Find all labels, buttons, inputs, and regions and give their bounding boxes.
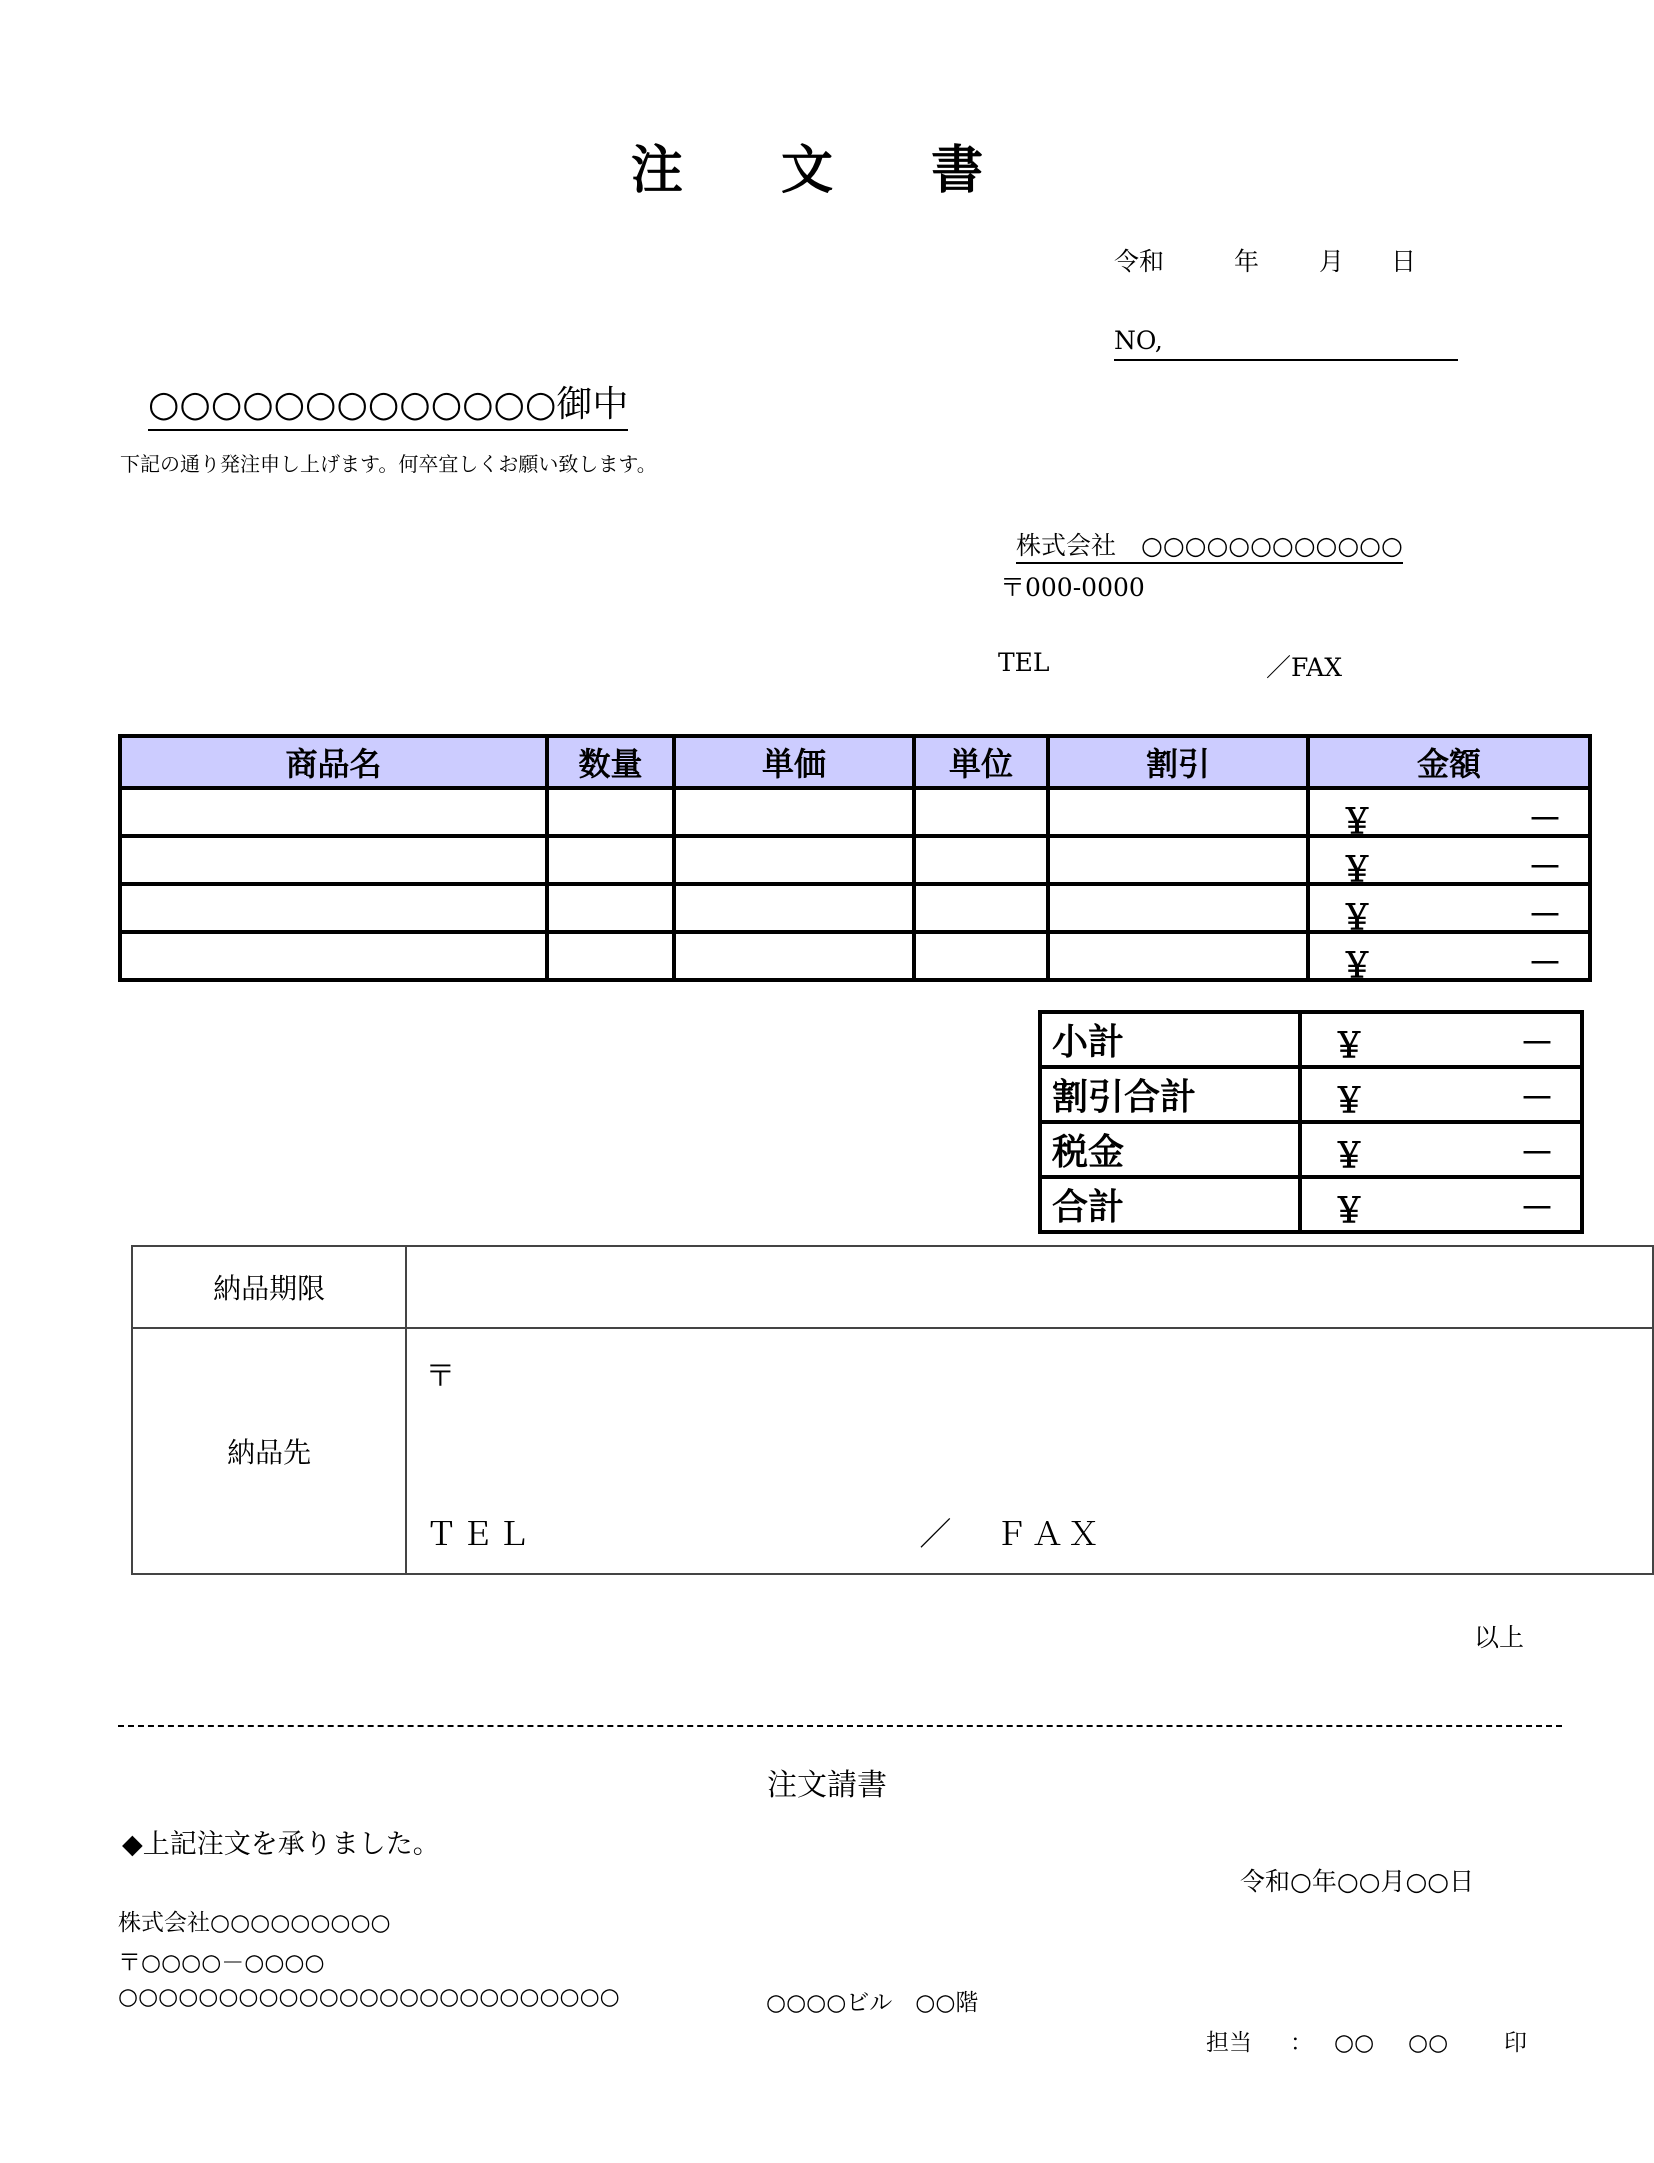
amount-dash: － (1528, 848, 1562, 888)
discount-cell[interactable] (1048, 788, 1308, 836)
sender-tel-label: TEL (998, 648, 1050, 677)
table-row (120, 788, 1590, 836)
header-unit: 単位 (914, 736, 1048, 788)
subtotal-amount (1300, 1012, 1582, 1067)
intro-text: 下記の通り発注申し上げます。何卒宜しくお願い致します。 (120, 452, 657, 476)
summary-row (1040, 1122, 1582, 1177)
date-month: 月 (1319, 247, 1345, 276)
recipient-name: ○○○○○○○○○○○○○御中 (148, 376, 628, 431)
unit-cell[interactable] (914, 836, 1048, 884)
qty-cell[interactable] (547, 836, 674, 884)
date-era: 令和 (1114, 247, 1165, 276)
acceptor-company: 株式会社○○○○○○○○○ (118, 1910, 391, 1936)
acceptance-statement: ◆上記注文を承りました。 (122, 1829, 440, 1860)
discount-total-amount (1300, 1067, 1582, 1122)
qty-cell[interactable] (547, 932, 674, 980)
yen-symbol: ￥ (1332, 1026, 1366, 1066)
yen-symbol: ￥ (1340, 946, 1374, 986)
yen-symbol: ￥ (1332, 1136, 1366, 1176)
yen-symbol: ￥ (1332, 1191, 1366, 1231)
staff-label: 担当 (1206, 2030, 1252, 2056)
table-row (120, 884, 1590, 932)
destination-row (132, 1328, 1653, 1574)
header-product: 商品名 (120, 736, 547, 788)
product-cell[interactable] (120, 788, 547, 836)
acceptor-staff (1206, 2024, 1527, 2057)
seal-mark: 印 (1504, 2030, 1527, 2056)
yen-symbol: ￥ (1340, 802, 1374, 842)
summary-table (1038, 1010, 1584, 1234)
cut-line-divider (118, 1725, 1562, 1727)
amount-cell (1308, 788, 1590, 842)
date-year: 年 (1234, 247, 1260, 276)
deadline-value[interactable] (406, 1246, 1653, 1328)
unit-price-cell[interactable] (674, 884, 914, 932)
summary-row (1040, 1067, 1582, 1122)
sender-company: 株式会社 ○○○○○○○○○○○○ (1016, 526, 1403, 564)
table-row (120, 836, 1590, 884)
product-cell[interactable] (120, 836, 547, 884)
amount-cell (1308, 932, 1590, 986)
header-unit-price: 単価 (674, 736, 914, 788)
sender-postal: 〒000-0000 (1000, 573, 1145, 602)
document-title: 注 文 書 (630, 140, 1024, 201)
delivery-table (131, 1245, 1654, 1575)
summary-row (1040, 1012, 1582, 1067)
staff-name-2: ○○ (1408, 2030, 1449, 2056)
amount-dash: － (1520, 1079, 1554, 1119)
order-number: NO, (1114, 326, 1458, 361)
amount-dash: － (1528, 944, 1562, 984)
discount-cell[interactable] (1048, 884, 1308, 932)
header-amount: 金額 (1308, 736, 1590, 788)
unit-price-cell[interactable] (674, 788, 914, 836)
destination-value[interactable] (406, 1328, 1653, 1574)
unit-cell[interactable] (914, 884, 1048, 932)
item-table-header (120, 736, 1590, 788)
unit-price-cell[interactable] (674, 932, 914, 980)
destination-fax-label: ＦＡＸ (995, 1515, 1104, 1553)
yen-symbol: ￥ (1332, 1081, 1366, 1121)
subtotal-label: 小計 (1040, 1012, 1300, 1067)
total-label: 合計 (1040, 1177, 1300, 1232)
staff-name-1: ○○ (1334, 2030, 1375, 2056)
destination-postal-mark: 〒 (425, 1359, 456, 1394)
issue-date (1114, 242, 1416, 278)
table-row (120, 932, 1590, 980)
staff-colon: ： (1290, 2030, 1313, 2056)
acceptor-address: ○○○○○○○○○○○○○○○○○○○○○○○○○ (118, 1984, 620, 2010)
qty-cell[interactable] (547, 788, 674, 836)
total-amount (1300, 1177, 1582, 1232)
header-qty: 数量 (547, 736, 674, 788)
destination-label: 納品先 (132, 1328, 406, 1574)
summary-row (1040, 1177, 1582, 1232)
item-table (118, 734, 1592, 986)
destination-tel-label: ＴＥＬ (425, 1515, 534, 1553)
deadline-label: 納品期限 (132, 1246, 406, 1328)
unit-cell[interactable] (914, 788, 1048, 836)
qty-cell[interactable] (547, 884, 674, 932)
amount-dash: － (1528, 800, 1562, 840)
product-cell[interactable] (120, 884, 547, 932)
yen-symbol: ￥ (1340, 898, 1374, 938)
amount-dash: － (1520, 1024, 1554, 1064)
sender-fax-label: ／FAX (1266, 653, 1343, 682)
date-day: 日 (1391, 247, 1417, 276)
tax-label: 税金 (1040, 1122, 1300, 1177)
discount-cell[interactable] (1048, 932, 1308, 980)
unit-cell[interactable] (914, 932, 1048, 980)
unit-price-cell[interactable] (674, 836, 914, 884)
amount-dash: － (1528, 896, 1562, 936)
acceptance-title: 注文請書 (767, 1768, 887, 1803)
tax-amount (1300, 1122, 1582, 1177)
discount-cell[interactable] (1048, 836, 1308, 884)
deadline-row (132, 1246, 1653, 1328)
product-cell[interactable] (120, 932, 547, 980)
header-discount: 割引 (1048, 736, 1308, 788)
closing-text: 以上 (1474, 1623, 1525, 1652)
amount-cell (1308, 884, 1590, 938)
acceptance-date: 令和○年○○月○○日 (1240, 1867, 1475, 1896)
amount-cell (1308, 836, 1590, 890)
amount-dash: － (1520, 1134, 1554, 1174)
yen-symbol: ￥ (1340, 850, 1374, 890)
acceptor-postal: 〒○○○○－○○○○ (118, 1950, 325, 1976)
amount-dash: － (1520, 1189, 1554, 1229)
acceptor-building: ○○○○ビル ○○階 (766, 1990, 979, 2016)
destination-slash: ／ (919, 1515, 952, 1553)
discount-total-label: 割引合計 (1040, 1067, 1300, 1122)
